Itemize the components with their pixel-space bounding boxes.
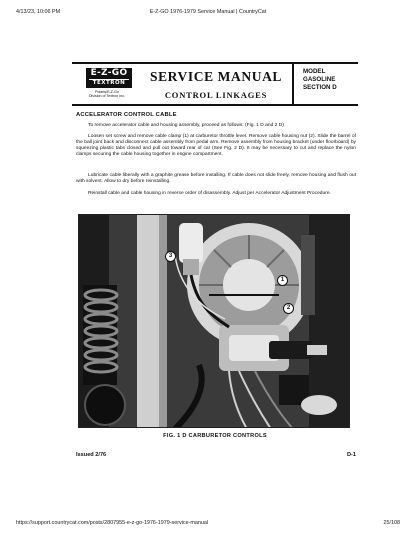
ezgo-logo	[76, 68, 138, 102]
carburetor-illustration	[79, 215, 350, 428]
manual-title: SERVICE MANUAL	[149, 69, 283, 84]
print-url: https://support.countrycat.com/posts/2807955-e-z-go-1976-1979-service-manual	[16, 520, 209, 526]
model-line-3: SECTION D	[303, 84, 337, 91]
manual-banner	[72, 62, 358, 106]
model-line-1: MODEL	[303, 68, 326, 75]
logo-badge	[86, 68, 132, 88]
manual-subtitle: CONTROL LINKAGES	[164, 90, 268, 100]
carburetor-photo	[78, 214, 350, 428]
paragraph-4: Reinstall cable and cable housing in reverse order of disassembly. Adjust per Accelerator Adjustment Procedure.	[88, 191, 331, 196]
callout-2: 2	[283, 303, 294, 314]
logo-main-text: E-Z-GO	[90, 68, 128, 78]
banner-titles	[146, 69, 286, 101]
paragraph-3: Lubricate cable liberally with a graphite grease before installing. If cable does not slide freely, remove housing and flush out with solvent. Allow to dry before reinstalling.	[76, 173, 356, 184]
logo-caption-1: Polaris/E-Z-Go	[95, 90, 119, 94]
logo-caption-2: Division of Textron Inc.	[88, 94, 126, 99]
issued-date: Issued 2/76	[76, 452, 107, 458]
manual-page	[72, 62, 358, 472]
figure-caption: FIG. 1 D CARBURETOR CONTROLS	[163, 433, 267, 439]
section-title: ACCELERATOR CONTROL CABLE	[76, 112, 177, 118]
paragraph-1: To remove accelerator cable and housing assembly, proceed as follows: (Fig. 1 D and 2 D)	[88, 123, 284, 128]
print-doc-title: E-Z-GO 1976-1979 Service Manual | CountryCat	[149, 9, 267, 15]
print-header	[16, 9, 400, 19]
model-box	[292, 62, 358, 106]
model-line-2: GASOLINE	[303, 76, 336, 83]
logo-sub-text: TEXTRON	[89, 79, 129, 87]
logo-caption	[76, 90, 138, 99]
paragraph-2: Loosen set screw and remove cable clamp (1) at carburetor throttle lever. Remove cable housing nut (2). Slide the barrel of the ball joint back and disconnect cable assembly from pedal arm. Remove assembly from housing bracket (under floorboard) by squeezing plastic tabs closed and pull out toward rear of car (See Fig. 2 D). It may be necessary to cut and replace the nylon clamps securing the cable housing together in engine compartment.	[76, 134, 356, 157]
callout-1: 1	[277, 275, 288, 286]
banner-bottom-rule	[72, 104, 358, 106]
print-footer	[16, 520, 400, 530]
print-datetime: 4/13/23, 10:06 PM	[16, 9, 61, 15]
manual-page-number: D-1	[346, 452, 356, 458]
print-page-count: 25/108	[383, 520, 400, 526]
callout-3: 3	[165, 251, 176, 262]
